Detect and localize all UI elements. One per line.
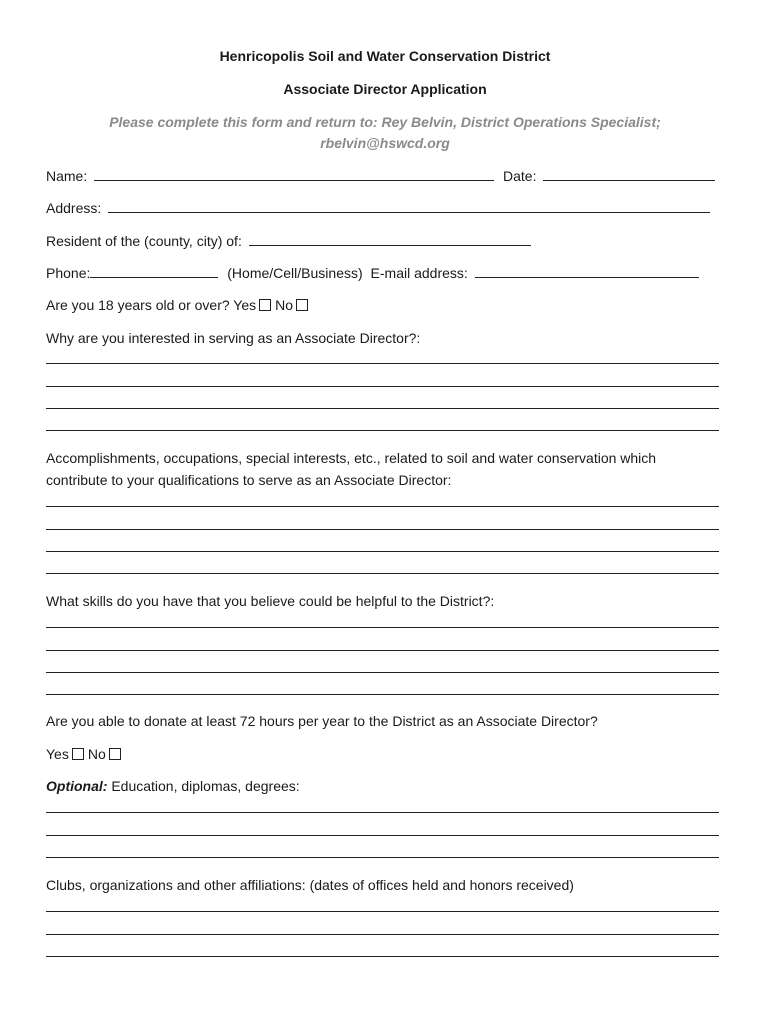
- hours-no-checkbox[interactable]: [109, 748, 121, 760]
- answer-line[interactable]: [46, 386, 719, 387]
- answer-line[interactable]: [46, 573, 719, 574]
- org-name: Henricopolis Soil and Water Conservation District: [219, 48, 551, 64]
- answer-line[interactable]: [46, 956, 719, 957]
- email-field[interactable]: [475, 265, 699, 278]
- answer-line[interactable]: [46, 857, 719, 858]
- resident-row: [46, 232, 534, 250]
- phone-row: [46, 264, 702, 282]
- answer-line[interactable]: [46, 650, 719, 651]
- answer-line[interactable]: [46, 408, 719, 409]
- hours-yes-label: Yes: [46, 746, 69, 762]
- instructions-email: rbelvin@hswcd.org: [320, 135, 450, 151]
- answer-line[interactable]: [46, 430, 719, 431]
- name-row: [46, 167, 718, 185]
- hours-question: Are you able to donate at least 72 hours per year to the District as an Associate Director?: [46, 713, 598, 729]
- phone-field[interactable]: [90, 265, 218, 278]
- address-row: [46, 199, 713, 217]
- hours-yes-checkbox[interactable]: [72, 748, 84, 760]
- phone-label: Phone:: [46, 265, 91, 281]
- age-question: Are you 18 years old or over? Yes: [46, 297, 257, 313]
- optional-label: Optional:: [46, 778, 108, 794]
- answer-line[interactable]: [46, 835, 719, 836]
- clubs-question: Clubs, organizations and other affiliations: (dates of offices held and honors received): [46, 877, 574, 893]
- education-label: Education, diplomas, degrees:: [111, 778, 300, 794]
- age-no-checkbox[interactable]: [296, 299, 308, 311]
- age-yes-checkbox[interactable]: [259, 299, 271, 311]
- answer-line[interactable]: [46, 627, 719, 628]
- answer-line[interactable]: [46, 506, 719, 507]
- date-label: Date:: [503, 168, 537, 184]
- answer-line[interactable]: [46, 911, 719, 912]
- resident-label: Resident of the (county, city) of:: [46, 233, 242, 249]
- skills-question: What skills do you have that you believe could be helpful to the District?:: [46, 593, 495, 609]
- accomplishments-question-line-1: Accomplishments, occupations, special interests, etc., related to soil and water conservation which: [46, 450, 657, 466]
- date-field[interactable]: [543, 168, 715, 181]
- hours-row: [46, 745, 125, 763]
- answer-line[interactable]: [46, 551, 719, 552]
- interest-question: Why are you interested in serving as an Associate Director?:: [46, 330, 421, 346]
- answer-line[interactable]: [46, 694, 719, 695]
- form-title: Associate Director Application: [283, 81, 487, 97]
- name-field[interactable]: [94, 168, 494, 181]
- phone-type-label: (Home/Cell/Business): [227, 265, 363, 281]
- answer-line[interactable]: [46, 529, 719, 530]
- age-row: [46, 296, 312, 314]
- instructions-line-1: Please complete this form and return to: Rey Belvin, District Operations Specialist;: [109, 114, 661, 130]
- hours-no-label: No: [87, 746, 106, 762]
- address-field[interactable]: [108, 200, 710, 213]
- age-no-label: No: [275, 297, 294, 313]
- resident-field[interactable]: [249, 233, 531, 246]
- accomplishments-question-line-2: contribute to your qualifications to serve as an Associate Director:: [46, 472, 452, 488]
- name-label: Name:: [46, 168, 88, 184]
- answer-line[interactable]: [46, 934, 719, 935]
- education-question: [46, 777, 300, 795]
- answer-line[interactable]: [46, 672, 719, 673]
- email-label: E-mail address:: [370, 265, 468, 281]
- address-label: Address:: [46, 200, 102, 216]
- answer-line[interactable]: [46, 363, 719, 364]
- answer-line[interactable]: [46, 812, 719, 813]
